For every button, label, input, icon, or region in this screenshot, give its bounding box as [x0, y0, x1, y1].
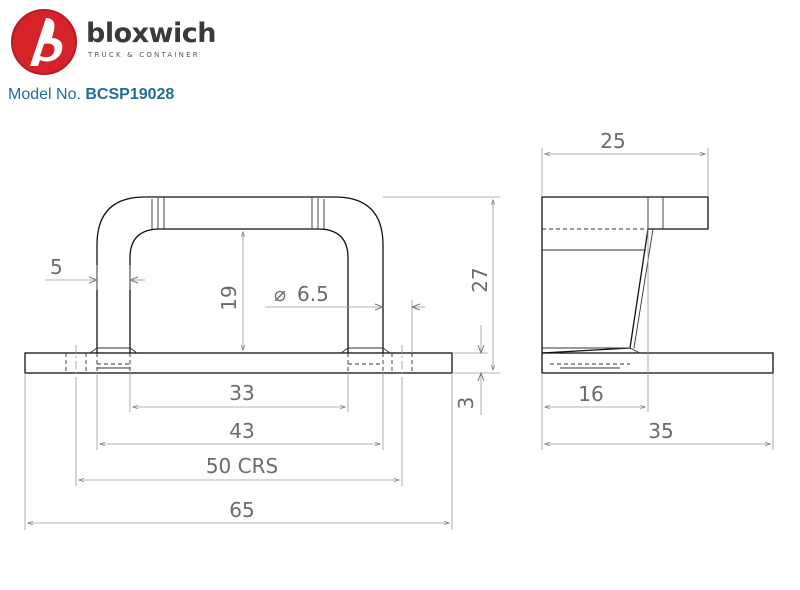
dim-offset-label: 16	[578, 382, 604, 406]
side-base-plate	[542, 353, 773, 373]
dim-wall-label: 5	[50, 255, 63, 279]
side-view	[542, 197, 773, 373]
diameter-symbol: ⌀	[274, 282, 287, 306]
dim-overall-depth-label: 35	[648, 419, 674, 443]
dim-thickness-label: 3	[454, 396, 478, 410]
model-label: Model No.	[8, 86, 81, 103]
side-dimensions	[542, 129, 773, 450]
dim-hole-label: 6.5	[297, 282, 329, 306]
brand-tagline: TRUCK & CONTAINER	[88, 51, 200, 59]
dim-base-length-label: 65	[229, 498, 255, 522]
dim-overall-height-label: 27	[468, 267, 492, 293]
brand-name: bloxwich	[86, 18, 216, 49]
staple-outer	[97, 197, 383, 353]
dim-inner-width-label: 33	[229, 381, 255, 405]
side-staple-body	[542, 197, 708, 353]
base-plate	[25, 353, 452, 373]
front-dimensions	[25, 197, 500, 530]
dim-outer-width-label: 43	[229, 419, 255, 443]
dim-inner-height-label: 19	[217, 285, 241, 311]
model-number: BCSP19028	[85, 86, 175, 103]
dim-top-width-label: 25	[600, 129, 626, 153]
dim-centres-label: 50 CRS	[205, 454, 279, 478]
